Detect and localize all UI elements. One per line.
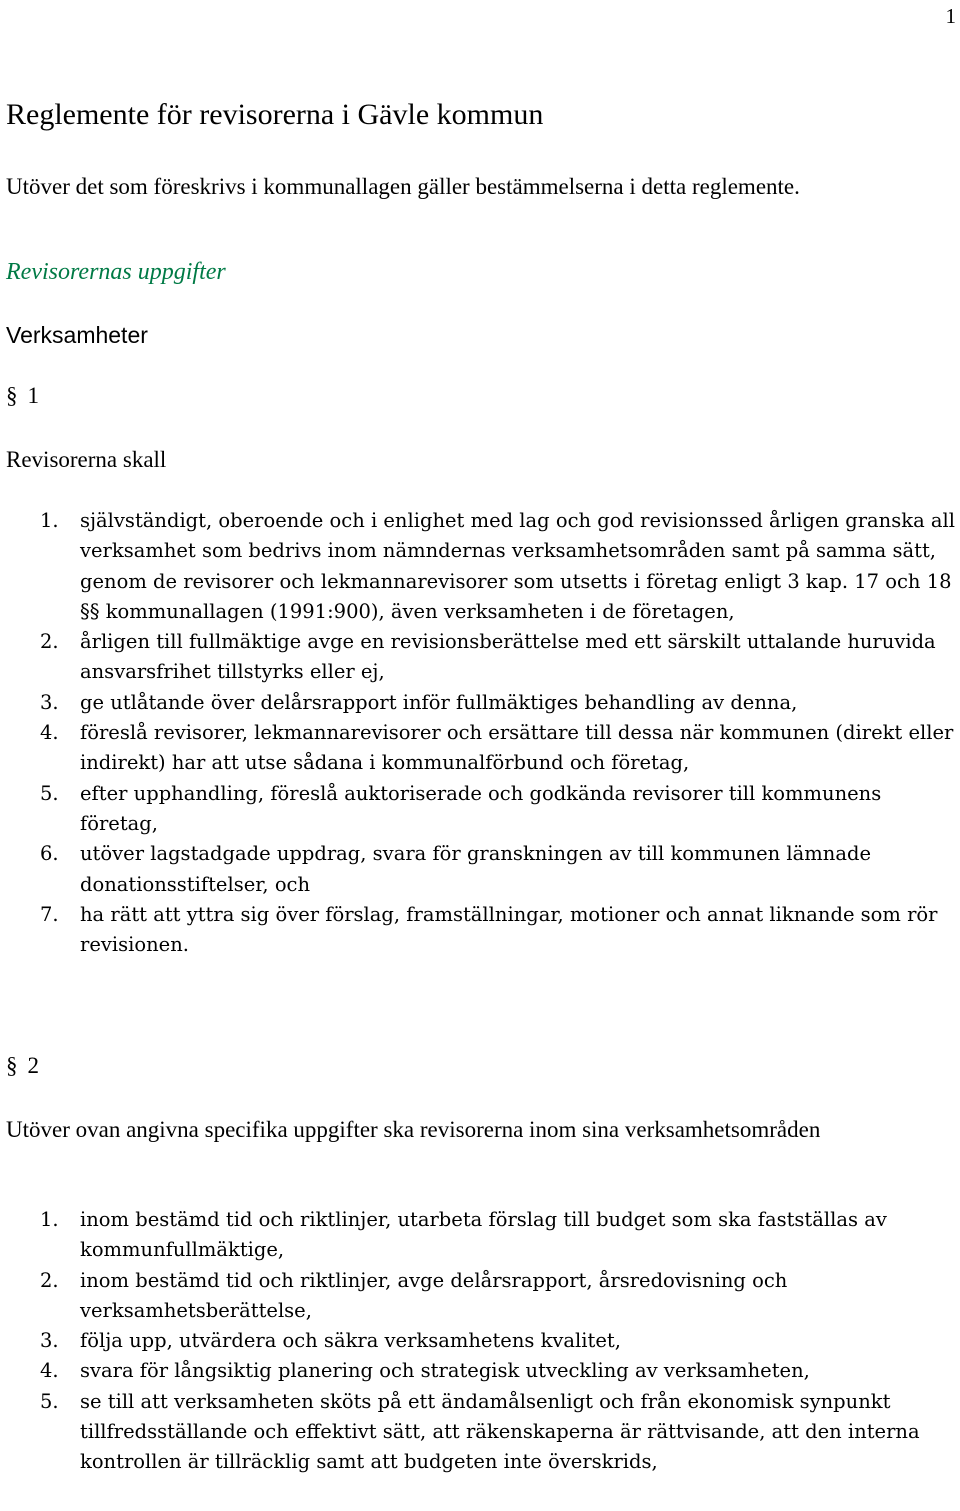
subsection-title: Verksamheter	[6, 322, 148, 348]
paragraph-2-list	[0, 1205, 955, 1478]
list-item-text: efter upphandling, föreslå auktoriserade och godkända revisorer till kommunens företag,	[80, 781, 882, 835]
list-item-text: årligen till fullmäktige avge en revisionsberättelse med ett särskilt uttalande huruvida ansvarsfrihet tillstyrks eller ej,	[80, 630, 936, 684]
list-item	[0, 900, 955, 961]
paragraph-2-lead: Utöver ovan angivna specifika uppgifter ska revisorerna inom sina verksamhetsområden	[6, 1117, 821, 1142]
list-item-number: 5.	[40, 781, 59, 805]
list-item-number: 1.	[40, 509, 59, 532]
list-item	[0, 1387, 955, 1478]
paragraph-1-list	[0, 506, 955, 960]
section-sign: §	[6, 383, 18, 408]
list-item-number: 2.	[40, 630, 59, 654]
document-title: Reglemente för revisorerna i Gävle kommun	[6, 98, 544, 131]
list-item-number: 4.	[40, 1359, 59, 1383]
list-item	[0, 688, 955, 718]
list-item-text: självständigt, oberoende och i enlighet med lag och god revisionssed årligen granska all verksamhet som bedrivs inom nämndernas verksamhetsområden samt på samma sätt, genom de revisorer och lekmannarevisorer som utsetts i företag enligt 3 kap. 17 och 18 §§ kommunallagen (1991:900), även verksamheten i de företagen,	[80, 509, 955, 623]
list-item-number: 1.	[40, 1208, 59, 1231]
list-item	[0, 839, 955, 900]
list-item	[0, 779, 955, 840]
list-item-text: ha rätt att yttra sig över förslag, framställningar, motioner och annat liknande som rör revisionen.	[80, 902, 938, 957]
paragraph-1-lead: Revisorerna skall	[6, 447, 167, 472]
list-item-number: 3.	[40, 690, 59, 714]
list-item	[0, 506, 955, 627]
paragraph-number: 1	[27, 383, 39, 408]
list-item-number: 3.	[40, 1329, 59, 1353]
section-sign: §	[6, 1053, 18, 1078]
list-item	[0, 627, 955, 688]
list-item-text: svara för långsiktig planering och strategisk utveckling av verksamheten,	[80, 1359, 810, 1383]
section-title: Revisorernas uppgifter	[6, 259, 226, 285]
list-item-number: 7.	[40, 902, 59, 926]
paragraph-number: 2	[27, 1053, 39, 1078]
list-item-number: 5.	[40, 1389, 59, 1413]
list-item	[0, 1266, 955, 1327]
list-item-number: 2.	[40, 1268, 59, 1292]
list-item-text: inom bestämd tid och riktlinjer, avge delårsrapport, årsredovisning och verksamhetsberättelse,	[80, 1268, 788, 1322]
page-number: 1	[945, 4, 956, 28]
list-item	[0, 1205, 955, 1266]
list-item-text: inom bestämd tid och riktlinjer, utarbeta förslag till budget som ska fastställas av kommunfullmäktige,	[80, 1208, 887, 1262]
list-item-text: utöver lagstadgade uppdrag, svara för granskningen av till kommunen lämnade donationsstiftelser, och	[80, 842, 871, 896]
list-item	[0, 718, 955, 779]
paragraph-2-heading	[6, 1053, 39, 1079]
list-item-text: följa upp, utvärdera och säkra verksamhetens kvalitet,	[80, 1329, 621, 1353]
list-item-number: 4.	[40, 721, 59, 745]
list-item-number: 6.	[40, 842, 59, 866]
list-item-text: se till att verksamheten sköts på ett ändamålsenligt och från ekonomisk synpunkt tillfredsställande och effektivt sätt, att räkenskaperna är rättvisande, att den interna kontrollen är tillräcklig samt att budgeten inte överskrids,	[80, 1389, 920, 1474]
list-item-text: ge utlåtande över delårsrapport inför fullmäktiges behandling av denna,	[80, 690, 798, 714]
intro-paragraph: Utöver det som föreskrivs i kommunallagen gäller bestämmelserna i detta reglemente.	[6, 174, 800, 199]
list-item-text: föreslå revisorer, lekmannarevisorer och ersättare till dessa när kommunen (direkt eller indirekt) har att utse sådana i kommunalförbund och företag,	[80, 721, 954, 775]
paragraph-1-heading	[6, 383, 39, 409]
list-item	[0, 1356, 955, 1386]
list-item	[0, 1326, 955, 1356]
